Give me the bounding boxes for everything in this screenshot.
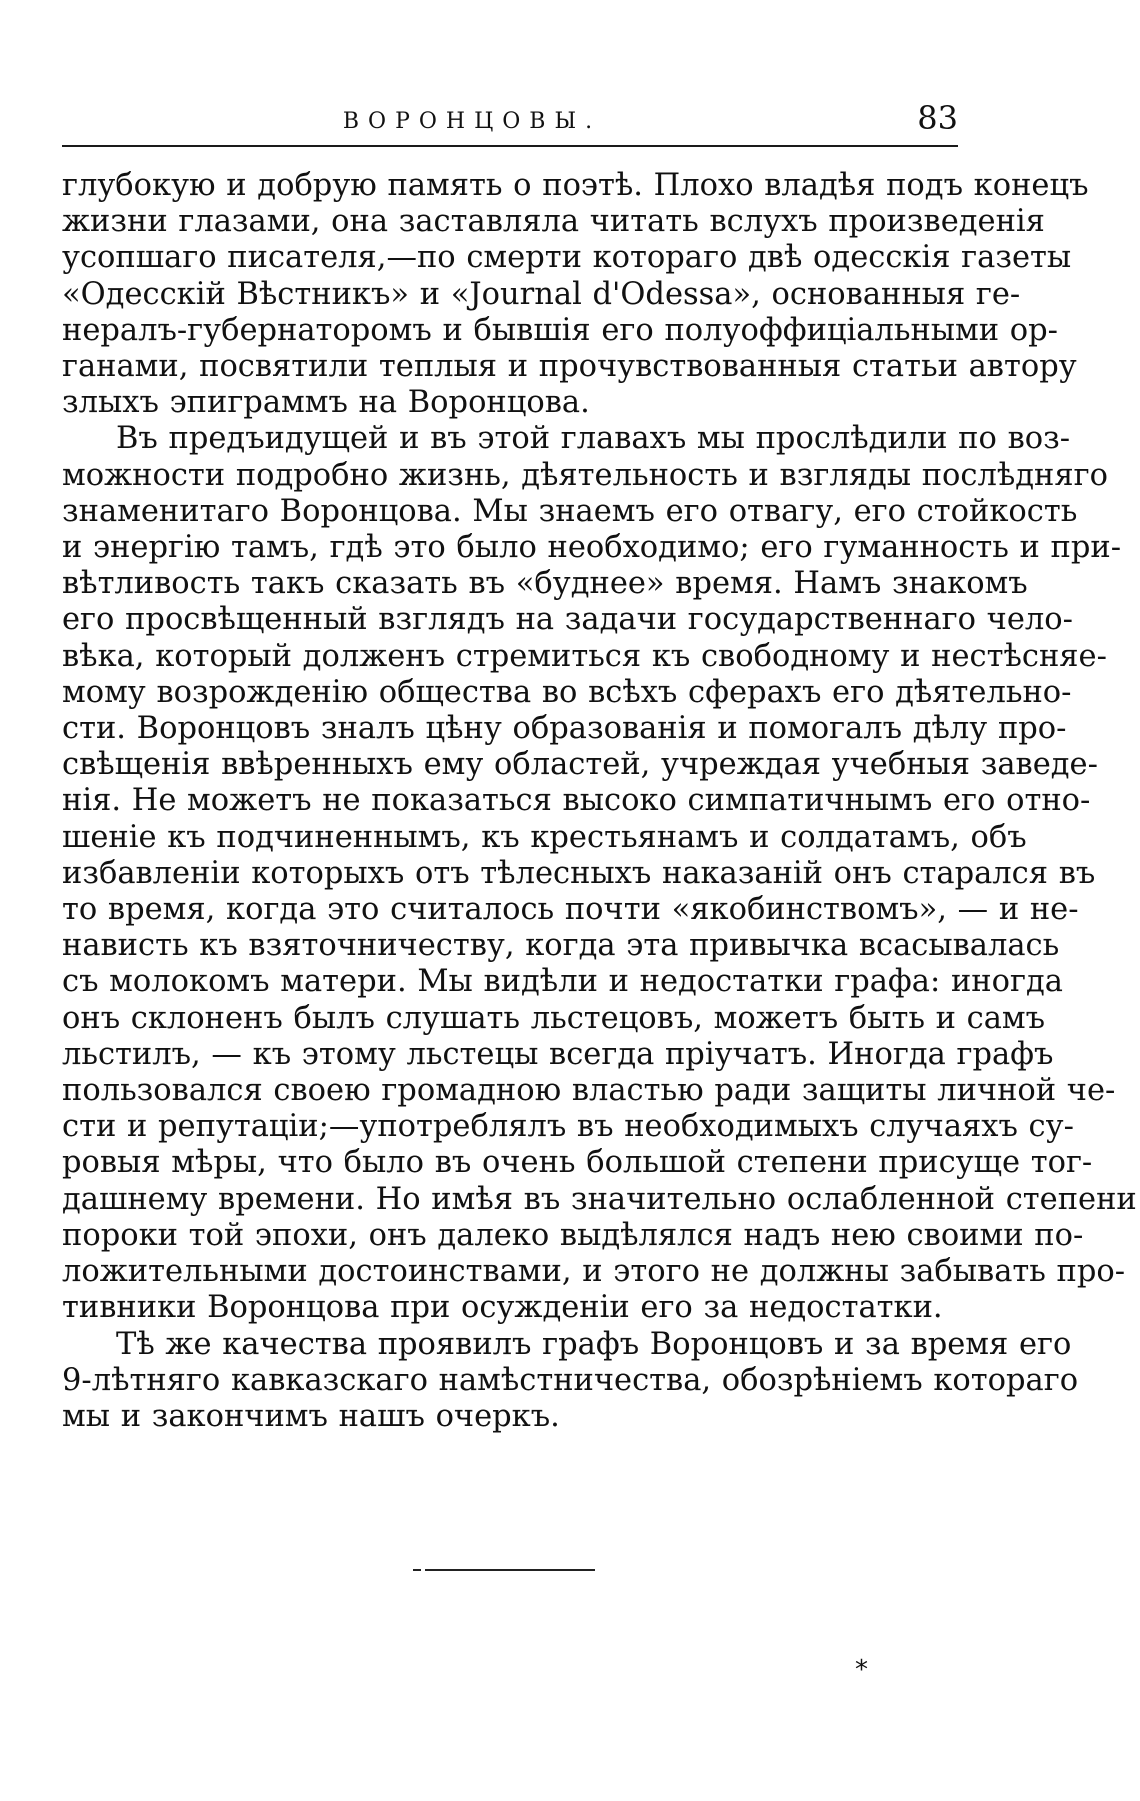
text-line: ложительными достоинствами, и этого не должны забывать про-: [62, 1254, 1126, 1290]
text-line: ровыя мѣры, что было въ очень большой степени присуще тог-: [62, 1145, 1093, 1181]
text-line: знаменитаго Воронцова. Мы знаемъ его отвагу, его стойкость: [62, 493, 1078, 529]
paragraph: [62, 1326, 1079, 1436]
text-line: вѣтливость такъ сказать въ «буднее» время. Намъ знакомъ: [62, 566, 1028, 602]
running-head: ВОРОНЦОВЫ.: [342, 109, 602, 134]
paragraph: [62, 421, 1137, 1326]
text-line: съ молокомъ матери. Мы видѣли и недостатки графа: иногда: [62, 964, 1063, 1000]
text-line: Въ предъидущей и въ этой главахъ мы прослѣдили по воз-: [116, 421, 1071, 457]
signature-mark: *: [855, 1655, 868, 1685]
text-line: льстилъ, — къ этому льстецы всегда пріучатъ. Иногда графъ: [62, 1036, 1054, 1072]
body-text: [62, 168, 1137, 1435]
text-line: сти и репутаціи;—употреблялъ въ необходимыхъ случаяхъ су-: [62, 1109, 1074, 1145]
text-line: можности подробно жизнь, дѣятельность и взгляды послѣдняго: [62, 457, 1108, 493]
text-line: злыхъ эпиграммъ на Воронцова.: [62, 385, 590, 421]
text-line: то время, когда это считалось почти «якобинствомъ», — и не-: [62, 892, 1079, 928]
text-line: Тѣ же качества проявилъ графъ Воронцовъ и за время его: [116, 1326, 1072, 1362]
text-line: усопшаго писателя,—по смерти котораго двѣ одесскія газеты: [62, 240, 1072, 276]
text-line: шеніе къ подчиненнымъ, къ крестьянамъ и солдатамъ, объ: [62, 819, 1027, 855]
text-line: жизни глазами, она заставляла читать вслухъ произведенія: [62, 204, 1045, 240]
text-line: нія. Не можетъ не показаться высоко симпатичнымъ его отно-: [62, 783, 1091, 819]
text-line: нералъ-губернаторомъ и бывшія его полуоффиціальными ор-: [62, 312, 1058, 348]
text-line: дашнему времени. Но имѣя въ значительно ослабленной степени: [62, 1181, 1137, 1217]
paragraph: [62, 168, 1089, 421]
text-line: тивники Воронцова при осужденіи его за недостатки.: [62, 1290, 943, 1326]
text-line: ганами, посвятили теплыя и прочувствованныя статьи автору: [62, 349, 1077, 385]
text-line: пороки той эпохи, онъ далеко выдѣлялся надъ нею своими по-: [62, 1217, 1084, 1253]
end-rule: [425, 1569, 595, 1571]
page-number: 83: [917, 99, 958, 137]
text-line: избавленіи которыхъ отъ тѣлесныхъ наказаній онъ старался въ: [62, 855, 1096, 891]
text-line: сти. Воронцовъ зналъ цѣну образованія и помогалъ дѣлу про-: [62, 711, 1067, 747]
text-line: и энергію тамъ, гдѣ это было необходимо; его гуманность и при-: [62, 530, 1122, 566]
page-header: [62, 95, 958, 147]
text-line: свѣщенія ввѣренныхъ ему областей, учреждая учебныя заведе-: [62, 747, 1098, 783]
text-line: пользовался своею громадною властью ради защиты личной че-: [62, 1073, 1116, 1109]
text-line: мы и закончимъ нашъ очеркъ.: [62, 1398, 560, 1434]
text-line: его просвѣщенный взглядъ на задачи государственнаго чело-: [62, 602, 1073, 638]
text-line: 9-лѣтняго кавказскаго намѣстничества, обозрѣніемъ котораго: [62, 1362, 1079, 1398]
text-line: нависть къ взяточничеству, когда эта привычка всасывалась: [62, 928, 1060, 964]
text-line: «Одесскій Вѣстникъ» и «Journal d'Odessa», основанныя ге-: [62, 276, 1021, 312]
text-line: глубокую и добрую память о поэтѣ. Плохо владѣя подъ конецъ: [62, 168, 1089, 203]
text-line: мому возрожденію общества во всѣхъ сферахъ его дѣятельно-: [62, 674, 1072, 710]
text-line: онъ склоненъ былъ слушать льстецовъ, можетъ быть и самъ: [62, 1000, 1046, 1036]
text-line: вѣка, который долженъ стремиться къ свободному и нестѣсняе-: [62, 638, 1107, 674]
